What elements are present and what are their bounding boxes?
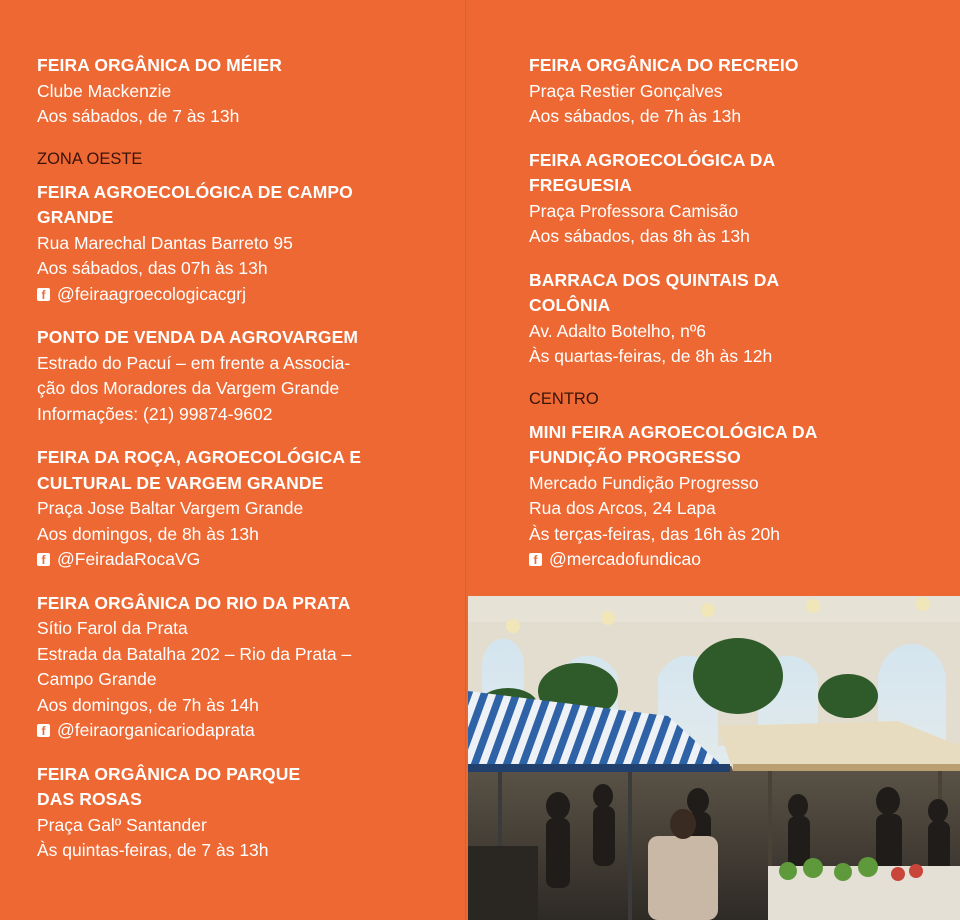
market-entry-agrovargem [37,325,437,427]
market-entry-quintais [529,268,949,370]
market-address: Estrada da Batalha 202 – Rio da Prata – [37,643,352,664]
market-title: BARRACA DOS QUINTAIS DA [529,269,780,290]
market-address: Rua dos Arcos, 24 Lapa [529,498,716,518]
market-title: GRANDE [37,207,114,227]
market-title: FREGUESIA [529,175,632,195]
right-column [529,53,949,591]
market-schedule: Aos domingos, de 8h às 13h [37,523,259,544]
market-entry-recreio [529,53,949,130]
facebook-handle: @mercadofundicao [549,549,702,569]
market-schedule: Aos sábados, de 7 às 13h [37,106,240,126]
market-schedule: Aos sábados, das 8h às 13h [529,226,750,246]
market-title: FEIRA ORGÂNICA DO RECREIO [529,55,799,75]
market-schedule: Aos domingos, de 7h às 14h [37,694,259,715]
market-entry-parque-rosas [37,762,437,864]
market-title: FEIRA ORGÂNICA DO PARQUE [37,763,301,784]
market-schedule: Aos sábados, das 07h às 13h [37,258,268,278]
market-title: FEIRA DA ROÇA, AGROECOLÓGICA E [37,447,362,467]
market-schedule: Aos sábados, de 7h às 13h [529,106,742,126]
market-title: FEIRA ORGÂNICA DO RIO DA PRATA [37,592,351,613]
facebook-icon: f [37,288,50,301]
left-column [37,53,437,882]
market-schedule: Às quartas-feiras, de 8h às 12h [529,346,773,366]
market-venue: Clube Mackenzie [37,80,172,101]
facebook-icon: f [529,553,542,566]
market-entry-campo-grande [37,180,437,308]
market-title: FEIRA ORGÂNICA DO MÉIER [37,55,283,75]
market-title: FEIRA AGROECOLÓGICA DE CAMPO [37,181,353,202]
market-address: Estrado do Pacuí – em frente a Associa- [37,352,351,373]
market-entry-fundicao [529,420,949,573]
zone-heading-centro: CENTRO [529,389,599,408]
market-phone: Informações: (21) 99874-9602 [37,403,273,424]
market-venue: Sítio Farol da Prata [37,618,188,638]
page-fold [465,0,467,920]
facebook-link[interactable] [37,282,437,308]
market-venue: Mercado Fundição Progresso [529,472,759,493]
market-title: COLÔNIA [529,295,611,315]
market-schedule: Às quintas-feiras, de 7 às 13h [37,840,269,860]
market-title: FEIRA AGROECOLÓGICA DA [529,149,776,170]
market-address: ção dos Moradores da Vargem Grande [37,378,340,398]
facebook-link[interactable] [37,718,437,744]
market-address: Praça Galº Santander [37,814,207,835]
market-entry-roca [37,445,437,573]
market-address: Praça Professora Camisão [529,200,739,221]
facebook-handle: @feiraorganicariodaprata [57,720,255,740]
market-address: Av. Adalto Botelho, nº6 [529,320,706,341]
market-address: Praça Restier Gonçalves [529,80,723,101]
market-address: Campo Grande [37,669,157,689]
facebook-handle: @feiraagroecologicacgrj [57,283,246,304]
market-title: CULTURAL DE VARGEM GRANDE [37,472,324,493]
market-title: FUNDIÇÃO PROGRESSO [529,447,741,467]
market-schedule: Às terças-feiras, das 16h às 20h [529,523,780,544]
zone-heading-oeste: ZONA OESTE [37,149,143,168]
market-address: Rua Marechal Dantas Barreto 95 [37,232,293,253]
facebook-icon: f [37,724,50,737]
market-title: DAS ROSAS [37,789,142,809]
facebook-link[interactable] [529,547,949,573]
market-title: PONTO DE VENDA DA AGROVARGEM [37,327,359,347]
market-photo [468,596,960,920]
facebook-handle: @FeiradaRocaVG [57,549,201,569]
market-entry-rio-prata [37,591,437,744]
market-entry-meier [37,53,437,130]
market-entry-freguesia [529,148,949,250]
facebook-link[interactable] [37,547,437,573]
market-title: MINI FEIRA AGROECOLÓGICA DA [529,421,818,442]
facebook-icon: f [37,553,50,566]
market-address: Praça Jose Baltar Vargem Grande [37,498,304,518]
